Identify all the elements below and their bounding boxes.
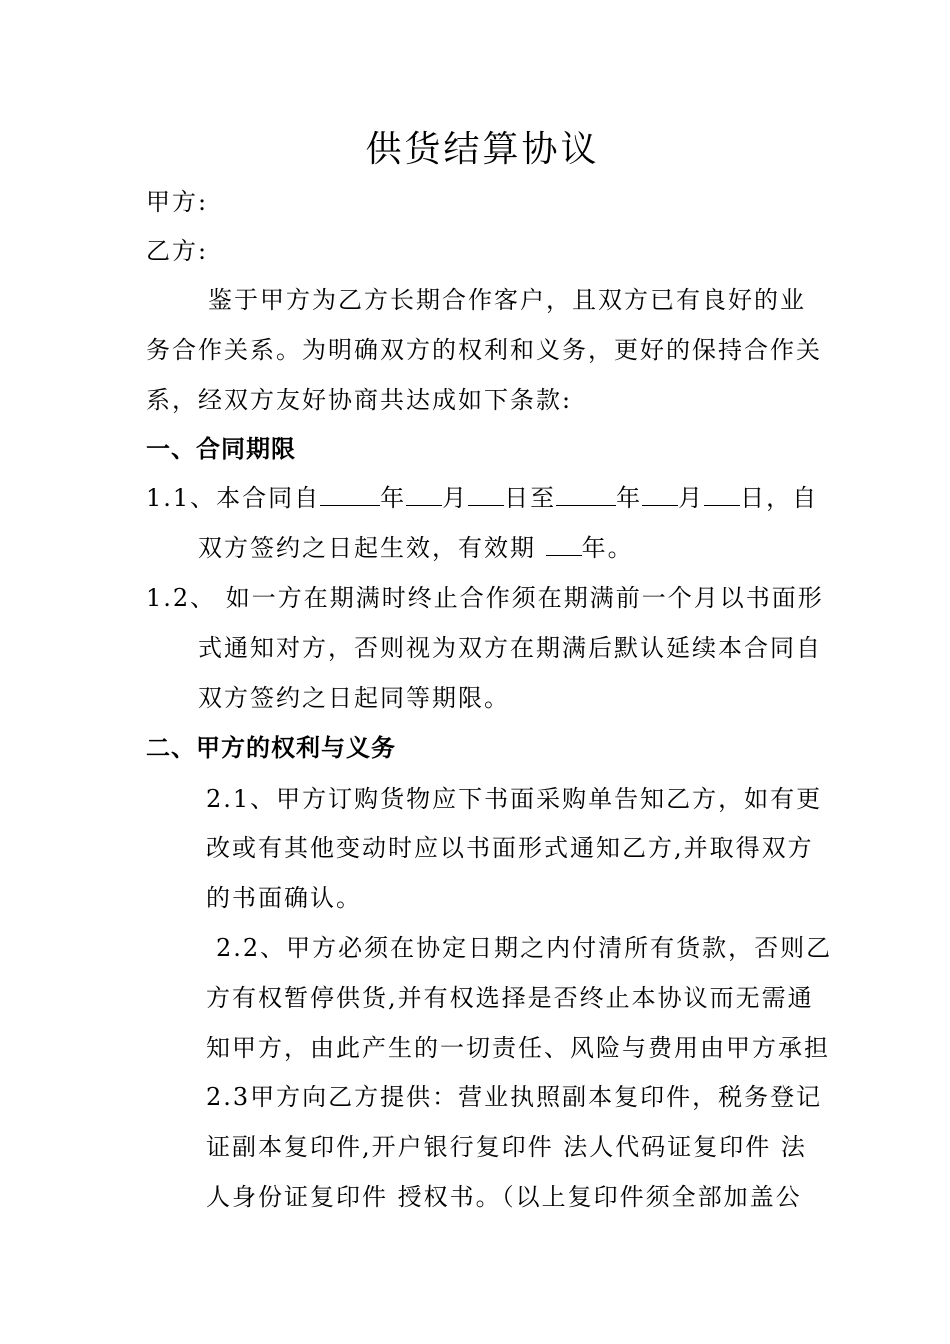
document-title: 供货结算协议 [365,129,600,170]
clause-2-3-line-2: 证副本复印件,开户银行复印件 法人代码证复印件 法 [206,1133,807,1161]
intro-line-3: 系，经双方友好协商共达成如下条款: [146,386,573,414]
end-year-blank[interactable] [556,483,616,506]
clause-2-3-line-3: 人身份证复印件 授权书。（以上复印件须全部加盖公 [206,1183,802,1211]
end-day-blank[interactable] [704,483,740,506]
clause-2-1-line-3: 的书面确认。 [206,884,362,912]
intro-line-1: 鉴于甲方为乙方长期合作客户，且双方已有良好的业 [208,286,806,314]
start-day-blank[interactable] [468,483,504,506]
clause-2-2-line-2: 方有权暂停供货,并有权选择是否终止本协议而无需通 [206,984,814,1012]
clause-1-2-line-2: 式通知对方，否则视为双方在期满后默认延续本合同自 [198,634,822,662]
clause-2-3-line-1: 2.3甲方向乙方提供：营业执照副本复印件，税务登记 [206,1083,823,1111]
start-day-label: 日至 [504,484,557,512]
term-years-blank[interactable] [546,533,582,556]
party-b-label: 乙方: [146,237,209,265]
clause-1-1-line-2 [198,532,634,564]
end-year-label: 年 [616,484,643,512]
start-year-label: 年 [380,484,407,512]
section-1-heading: 一、合同期限 [146,435,296,463]
end-day-label: 日，自 [740,484,819,512]
clause-1-2-line-1: 1.2、 如一方在期满时终止合作须在期满前一个月以书面形 [146,584,824,612]
clause-2-1-line-1: 2.1、甲方订购货物应下书面采购单告知乙方，如有更 [206,785,823,813]
clause-2-2-line-3: 知甲方，由此产生的一切责任、风险与费用由甲方承担 [206,1034,830,1062]
start-year-blank[interactable] [320,483,380,506]
clause-1-1-line-2-text: 双方签约之日起生效，有效期 [198,534,536,562]
clause-2-1-line-2: 改或有其他变动时应以书面形式通知乙方,并取得双方 [206,834,814,862]
intro-line-2: 务合作关系。为明确双方的权利和义务，更好的保持合作关 [146,336,822,364]
section-2-heading: 二、甲方的权利与义务 [146,734,396,762]
end-month-label: 月 [678,484,705,512]
start-month-label: 月 [442,484,469,512]
party-a-label: 甲方: [146,188,209,216]
end-month-blank[interactable] [642,483,678,506]
clause-1-1-prefix: 1.1、本合同自 [146,484,321,512]
clause-1-2-line-3: 双方签约之日起同等期限。 [198,684,510,712]
term-years-label: 年。 [581,534,634,562]
clause-1-1-line-1 [146,482,818,514]
start-month-blank[interactable] [406,483,442,506]
clause-2-2-line-1: 2.2、甲方必须在协定日期之内付清所有货款，否则乙 [216,934,833,962]
